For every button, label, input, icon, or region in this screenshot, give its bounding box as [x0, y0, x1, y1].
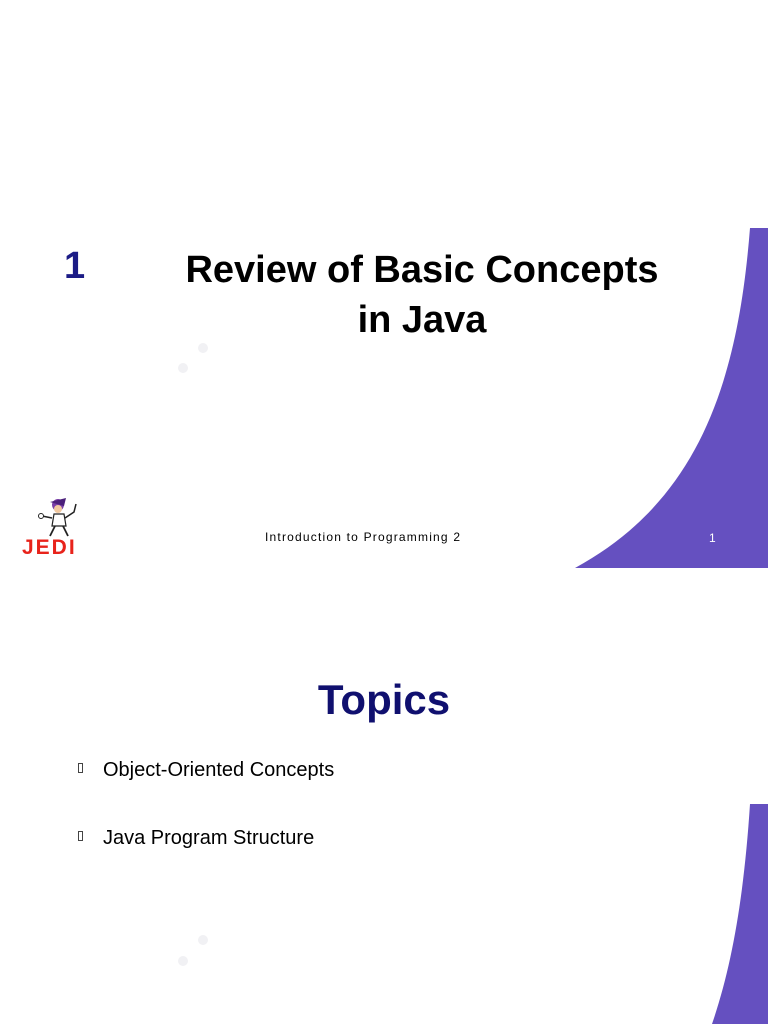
list-item-label: Java Program Structure [103, 827, 315, 849]
jedi-logo [22, 496, 92, 562]
slide-title [110, 245, 734, 345]
list-item-label: Object-Oriented Concepts [103, 759, 335, 781]
watermark-dot [198, 935, 208, 945]
purple-curve-decoration [0, 576, 768, 1024]
square-bullet-icon [78, 831, 83, 841]
topics-heading: Topics [317, 676, 451, 723]
slide-2 [0, 576, 768, 1024]
slide-title-line-1: Review of Basic Concepts [185, 249, 659, 291]
jedi-logo-text: JEDI [22, 536, 77, 559]
slide-title-line-2: in Java [357, 299, 487, 341]
jedi-mascot-icon [34, 496, 86, 538]
square-bullet-icon [78, 763, 83, 773]
watermark-dot [178, 956, 188, 966]
page-number: 1 [709, 531, 716, 545]
watermark-dot [178, 363, 188, 373]
slide-number: 1 [64, 245, 86, 287]
footer-course-title: Introduction to Programming 2 [265, 530, 462, 544]
